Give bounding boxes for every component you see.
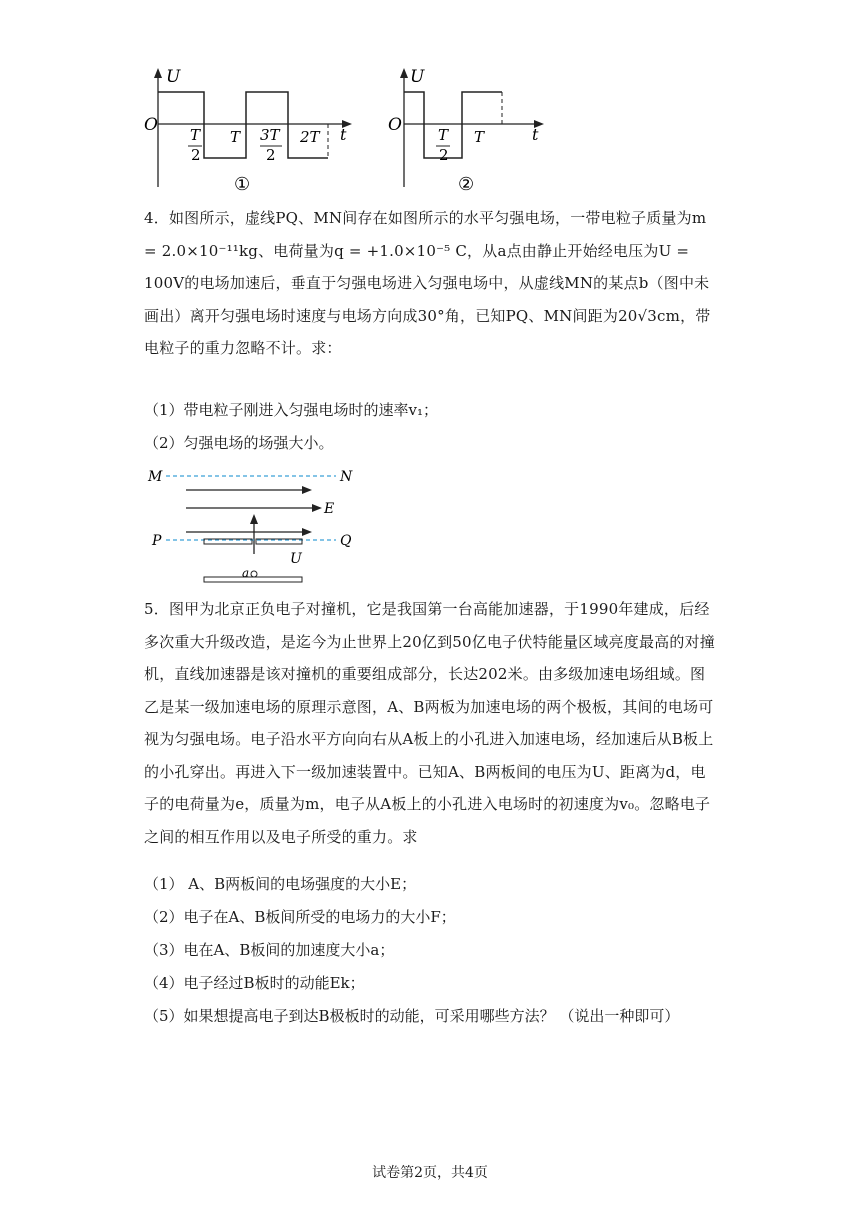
tick-T: T xyxy=(230,128,241,146)
question-5-sub-4: （4）电子经过B板时的动能Ek； xyxy=(144,974,365,992)
question-5-sub-1: （1） A、B两板间的电场强度的大小E； xyxy=(144,875,417,893)
label-m: M xyxy=(148,469,163,485)
u-label: U xyxy=(166,67,181,87)
u-axis-arrow xyxy=(400,68,408,78)
t-label: t xyxy=(532,125,539,144)
t-label: t xyxy=(340,125,347,144)
tick-T: T xyxy=(474,128,485,146)
tick-3T-num: 3T xyxy=(260,126,280,144)
label-n: N xyxy=(340,469,353,485)
question-5-text: 5．图甲为北京正负电子对撞机，它是我国第一台高能加速器，于1990年建成，后经多次重大升级改造，是迄今为止世界上20亿到50亿电子伏特能量区域亮度最高的对撞机，直线加速器是该对撞机的重要组成部分，长达202米。由多级加速电场组域。图乙是某一级加速电场的原理示意图，A、B两板为加速电场的两个极板，其间的电场可视为匀强电场。电子沿水平方向向右从A板上的小孔进入加速电场，经加速后从B板上的小孔穿出。再进入下一级加速装置中。已知A、B两板间的电压为U、距离为d，电子的电荷量为e，质量为m，电子从A板上的小孔进入电场时的初速度为v₀。忽略电子之间的相互作用以及电子所受的重力。求 xyxy=(144,600,715,846)
electric-field-diagram xyxy=(144,462,364,592)
origin-label: O xyxy=(388,115,402,135)
question-5-sub-2: （2）电子在A、B板间所受的电场力的大小F； xyxy=(144,908,456,926)
u-axis-arrow xyxy=(154,68,162,78)
page-footer: 试卷第2页，共4页 xyxy=(372,1165,488,1181)
origin-label: O xyxy=(144,115,158,135)
question-4-sub-2: （2）匀强电场的场强大小。 xyxy=(144,434,334,452)
label-a: a xyxy=(242,566,250,580)
label-p: P xyxy=(152,533,162,549)
graph-label-1: ① xyxy=(234,174,251,195)
tick-2T: 2T xyxy=(300,128,320,146)
tick-half-num: T xyxy=(190,126,201,144)
label-e: E xyxy=(324,501,335,517)
question-5-sub-5: （5）如果想提高电子到达B极板时的动能，可采用哪些方法？ （说出一种即可） xyxy=(144,1007,680,1025)
square-wave-graph-1 xyxy=(140,62,360,202)
label-q: Q xyxy=(340,533,352,549)
square-wave-graph-2 xyxy=(380,62,550,202)
graph-label-2: ② xyxy=(458,174,475,195)
tick-half-num: T xyxy=(438,126,449,144)
lower-plate xyxy=(204,577,302,582)
label-u: U xyxy=(290,551,302,567)
tick-3T-den: 2 xyxy=(266,146,276,164)
waveform xyxy=(404,92,502,158)
question-4-sub-1: （1）带电粒子刚进入匀强电场时的速率v₁； xyxy=(144,401,439,419)
tick-half-den: 2 xyxy=(191,146,201,164)
waveform xyxy=(158,92,328,158)
tick-half-den: 2 xyxy=(439,146,449,164)
question-4-text: 4．如图所示，虚线PQ、MN间存在如图所示的水平匀强电场，一带电粒子质量为m = 2.0×10⁻¹¹kg、电荷量为q = +1.0×10⁻⁵ C，从a点由静止开始经电压为U = 100V的电场加速后，垂直于匀强电场进入匀强电场中，从虚线MN的某点b（图中未画出）离开匀强电场时速度与电场方向成30°角，已知PQ、MN间距为20√3cm，带电粒子的重力忽略不计。求： xyxy=(144,209,711,357)
question-5-sub-3: （3）电在A、B板间的加速度大小a； xyxy=(144,941,395,959)
u-label: U xyxy=(410,67,425,87)
particle-a xyxy=(251,571,257,577)
